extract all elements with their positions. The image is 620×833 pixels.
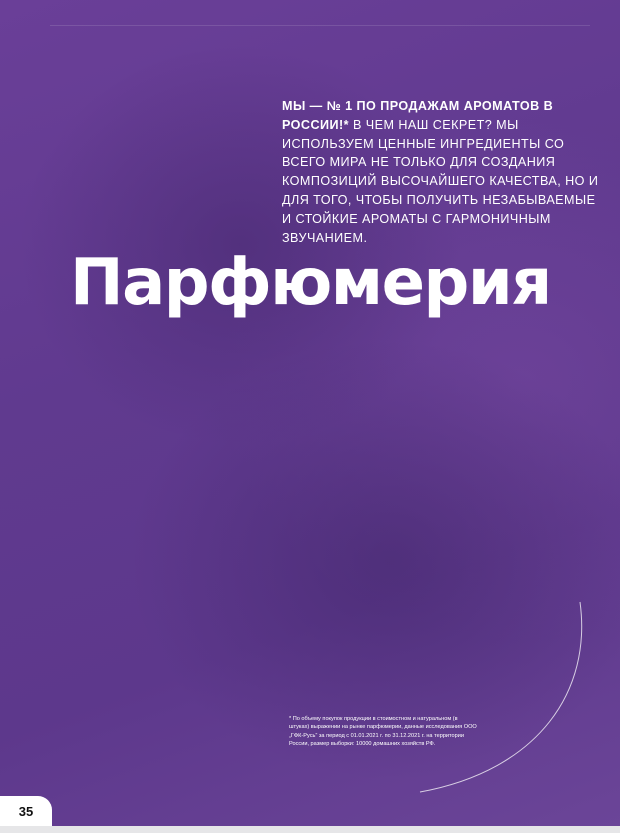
page-number: 35 [0,796,52,826]
footnote: * По объему покупок продукции в стоимостном и натуральном (в штуках) выражении на рынке парфюмерии, данные исследования ООО „ГФК-Русь“ за период с 01.01.2021 г. по 31.12.2021 г. на территории России, размер выборки: 10000 домашних хозяйств РФ. [289,716,477,748]
bottom-strip [0,826,620,833]
page-title: Парфюмерия [70,246,551,320]
top-divider [50,25,590,26]
intro-paragraph [282,97,602,247]
intro-bold-lead: МЫ — № 1 ПО ПРОДАЖАМ АРОМАТОВ В РОССИИ!* [282,99,554,132]
intro-body: В ЧЕМ НАШ СЕКРЕТ? МЫ ИСПОЛЬЗУЕМ ЦЕННЫЕ ИНГРЕДИЕНТЫ СО ВСЕГО МИРА НЕ ТОЛЬКО ДЛЯ СОЗДАНИЯ КОМПОЗИЦИЙ ВЫСОЧАЙШЕГО КАЧЕСТВА, НО И ДЛЯ ТОГО, ЧТОБЫ ПОЛУЧИТЬ НЕЗАБЫВАЕМЫЕ И СТОЙКИЕ АРОМАТЫ С ГАРМОНИЧНЫМ ЗВУЧАНИЕМ. [282,117,599,245]
